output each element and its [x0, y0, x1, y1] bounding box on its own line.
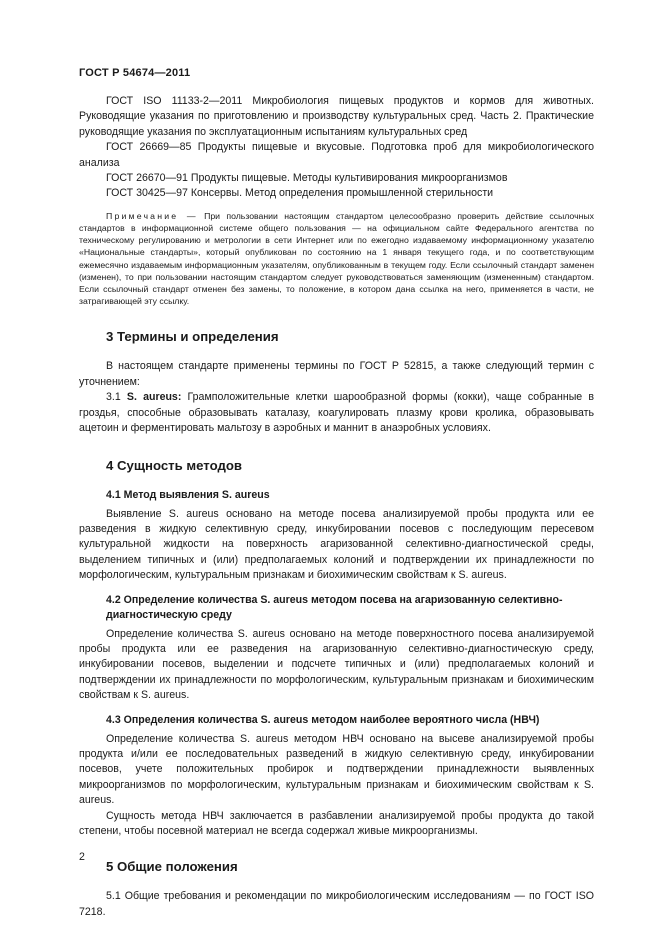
- references-note: [79, 210, 594, 308]
- term-definition-text: Грамположительные клетки шарообразной формы (кокки), чаще собранные в гроздья, способные образовывать каталазу, коагулировать плазму крови кролика, образовывать ацетоин и ферментировать мальтозу в аэробных и маннит в анаэробных условиях.: [79, 391, 594, 435]
- term-number: 3.1: [106, 391, 121, 404]
- reference-item: ГОСТ 30425—97 Консервы. Метод определения промышленной стерильности: [106, 187, 494, 200]
- note-label: Примечание —: [106, 210, 198, 221]
- reference-item: ГОСТ ISO 11133-2—2011 Микробиология пищевых продуктов и кормов для животных. Руководящие указания по приготовлению и производству культуральных сред. Часть 2. Практические руководящие указания по эксплуатационным испытаниям культуральных сред: [79, 95, 594, 138]
- section-5-text: 5.1 Общие требования и рекомендации по микробиологическим исследованиям — по ГОСТ ISO 7218.: [79, 890, 594, 918]
- subsection-4-2-heading: 4.2 Определение количества S. aureus методом посева на агаризованную селективно-диагностическую среду: [106, 593, 563, 621]
- reference-item: ГОСТ 26669—85 Продукты пищевые и вкусовые. Подготовка проб для микробиологического анализа: [79, 141, 594, 169]
- reference-item: ГОСТ 26670—91 Продукты пищевые. Методы культивирования микроорганизмов: [106, 172, 508, 185]
- page-content: [79, 94, 594, 920]
- normative-references-list: [79, 94, 594, 202]
- document-code-header: ГОСТ Р 54674—2011: [79, 67, 191, 79]
- section-5-heading: 5 Общие положения: [106, 859, 238, 875]
- subsection-4-1-text: Выявление S. aureus основано на методе посева анализируемой пробы продукта или ее разведения в жидкую селективную среду, инкубировании посевов с последующим пересевом культуральной жидкости на поверхность агаризованной селективно-диагностической среды, выделением типичных и (или) предполагаемых колоний и подтверждении их принадлежности по морфологическим, культуральным признакам и биохимическим свойствам к S. aureus.: [79, 507, 594, 582]
- page-number: 2: [79, 851, 85, 863]
- section-3-intro: В настоящем стандарте применены термины по ГОСТ Р 52815, а также следующий термин с уточнением:: [79, 360, 594, 388]
- section-3-heading: 3 Термины и определения: [106, 329, 279, 345]
- subsection-4-1-heading: 4.1 Метод выявления S. aureus: [106, 488, 270, 501]
- subsection-4-3-text: Определение количества S. aureus методом НВЧ основано на высеве анализируемой пробы продукта и/или ее последовательных разведений в жидкую селективную среду, инкубировании посевов, учете положительных пробирок и подтверждении принадлежности выявленных микроорганизмов по морфологическим, культуральным признакам и биохимическим свойствам к S. aureus.: [79, 732, 594, 807]
- term-definition: [79, 390, 594, 436]
- subsection-4-2-text: Определение количества S. aureus основано на методе поверхностного посева анализируемой пробы продукта или ее разведения на агаризованную селективно-диагностическую среду, инкубировании посевов, выделении и подсчете типичных и (или) предполагаемых колоний и подтверждении их принадлежности по морфологическим, культуральным признакам и биохимическим свойствам к S. aureus.: [79, 627, 594, 702]
- term-name: S. aureus:: [126, 391, 182, 404]
- note-text: При пользовании настоящим стандартом целесообразно проверить действие ссылочных стандартов в информационной системе общего пользования — на официальном сайте Федерального агентства по техническому регулированию и метрологии в сети Интернет или по ежегодно издаваемому информационному указателю «Национальные стандарты», который опубликован по состоянию на 1 января текущего года, и по соответствующим ежемесячно издаваемым информационным указателям, опубликованным в текущем году. Если ссылочный стандарт заменен (изменен), то при пользовании настоящим стандартом следует руководствоваться заменяющим (измененным) стандартом. Если ссылочный стандарт отменен без замены, то положение, в котором дана ссылка на него, применяется в части, не затрагивающей эту ссылку.: [79, 210, 594, 307]
- subsection-4-3-heading: 4.3 Определения количества S. aureus методом наиболее вероятного числа (НВЧ): [106, 713, 540, 726]
- subsection-4-3-text-2: Сущность метода НВЧ заключается в разбавлении анализируемой пробы продукта до такой степени, чтобы посевной материал не всегда содержал живые микроорганизмы.: [79, 809, 594, 837]
- section-4-heading: 4 Сущность методов: [106, 457, 243, 473]
